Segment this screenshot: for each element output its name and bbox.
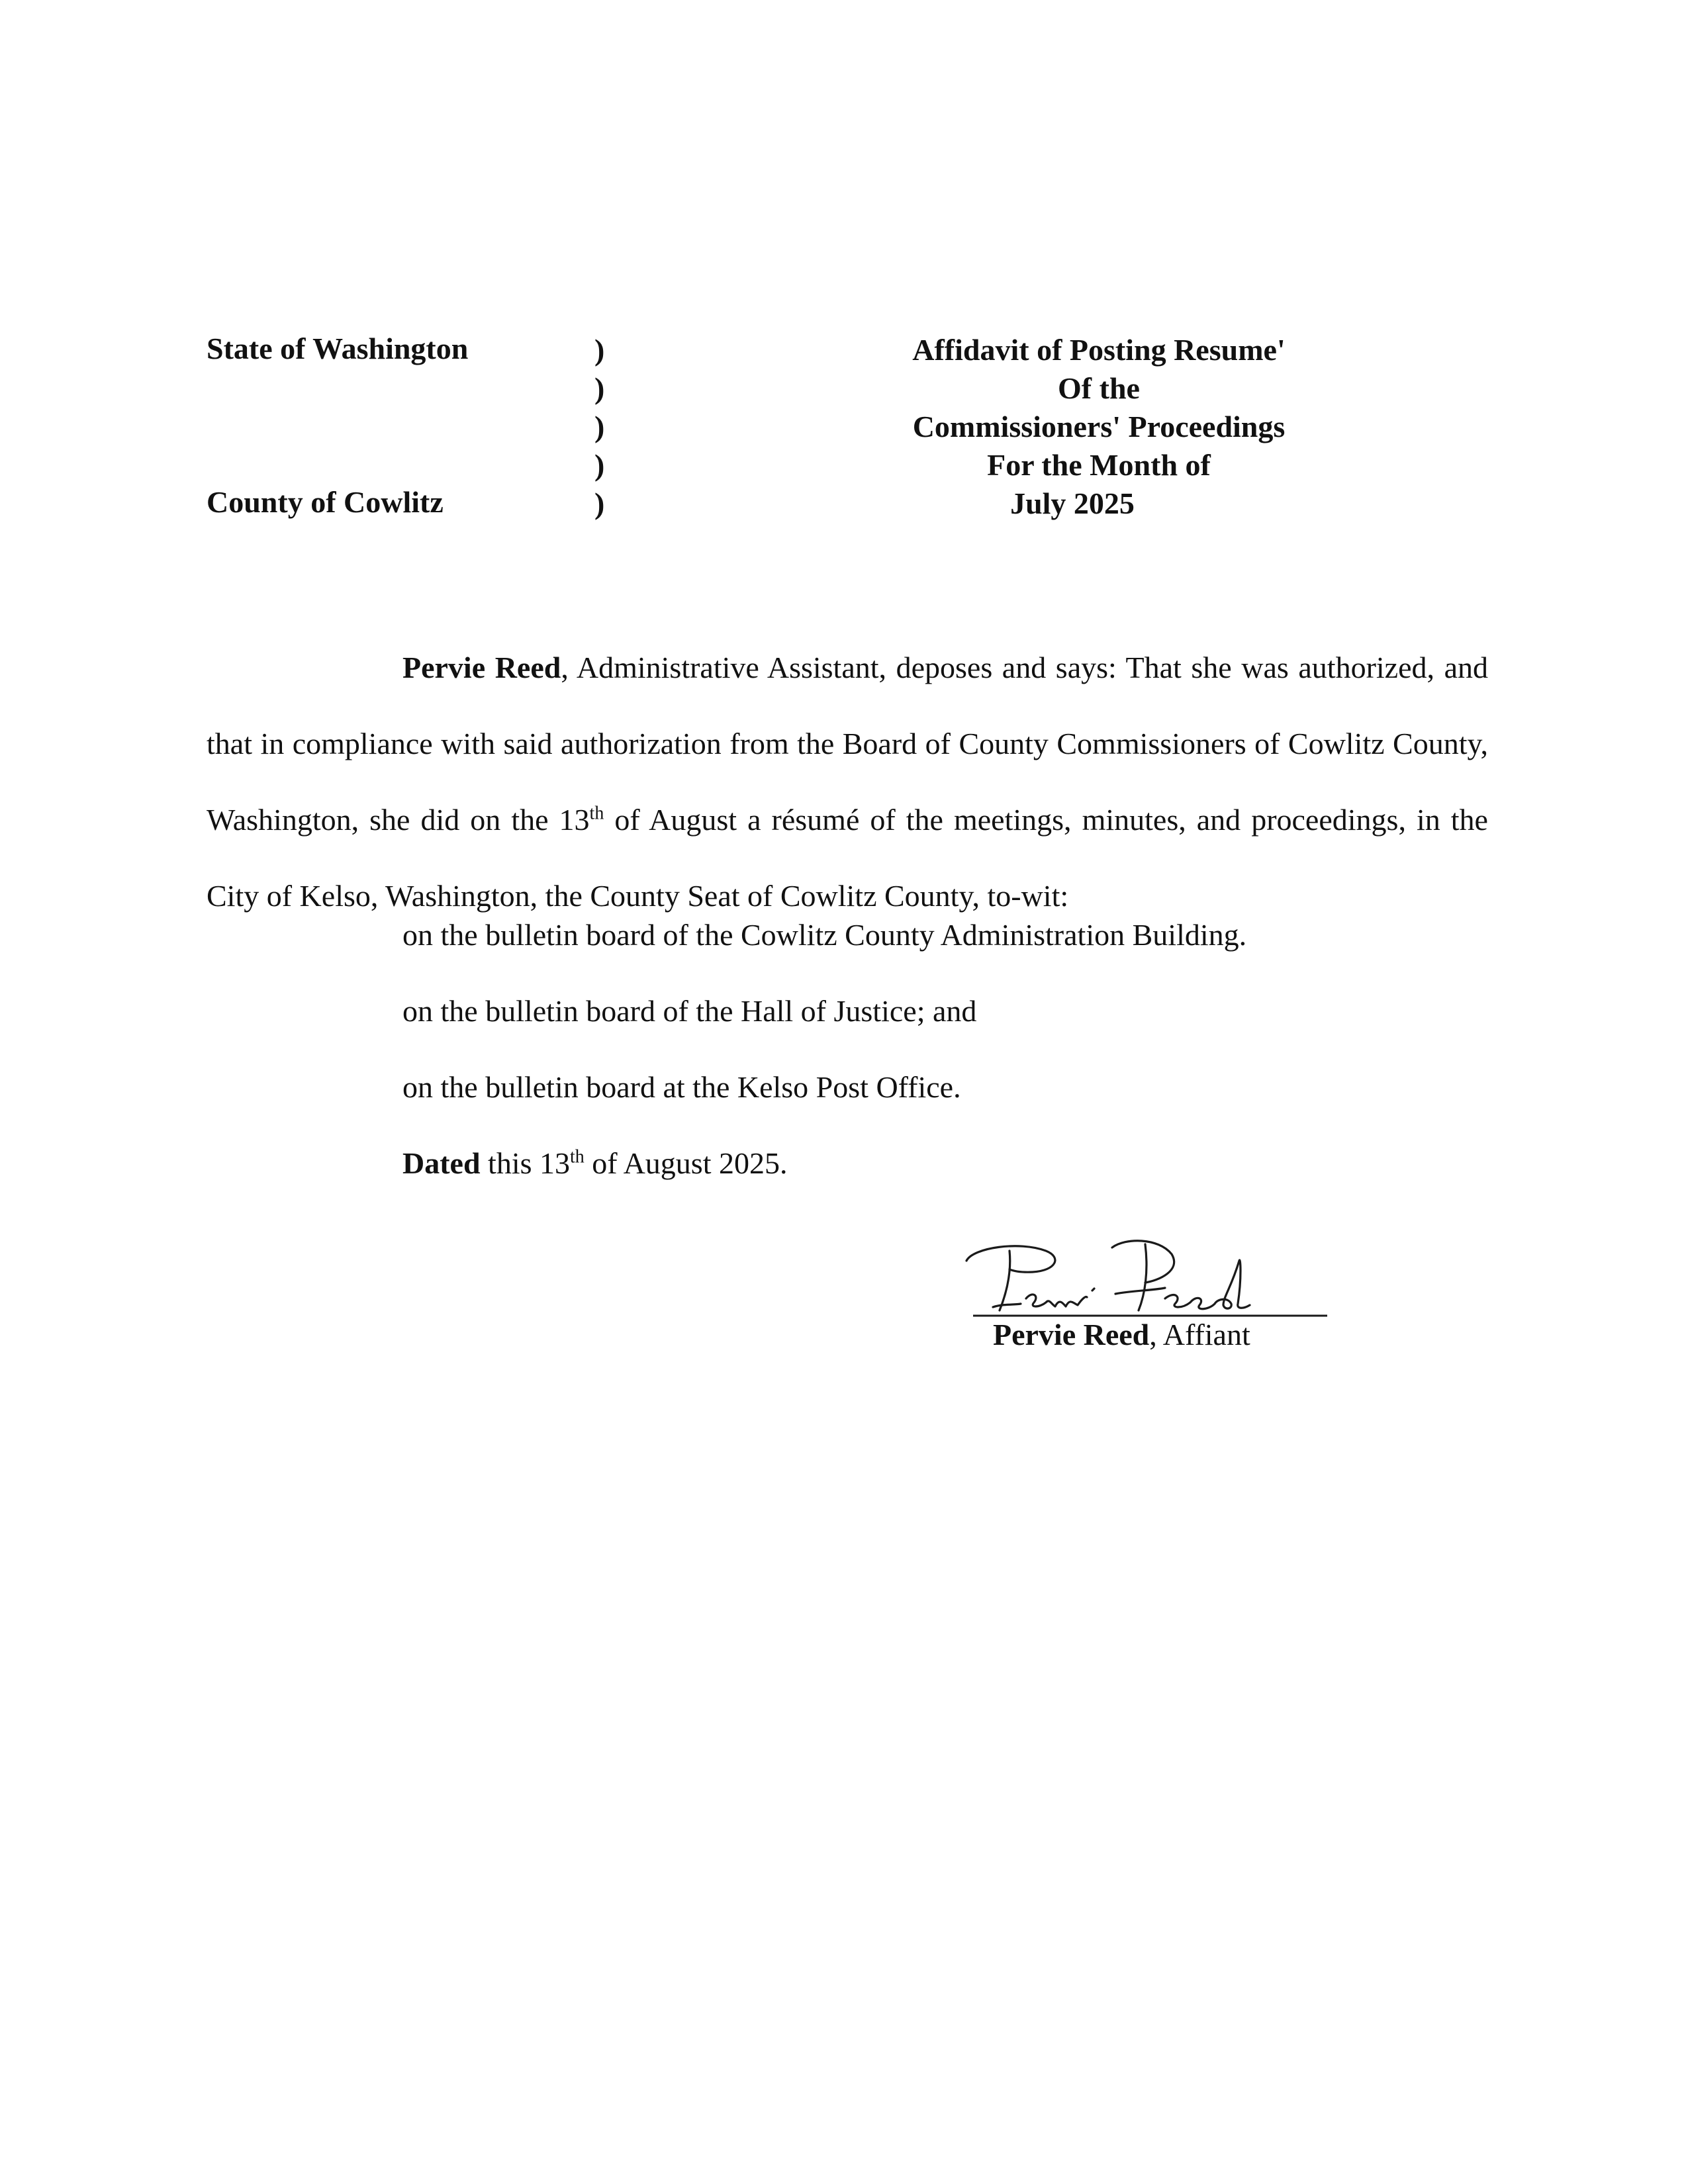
posting-item: on the bulletin board of the Hall of Justice; and — [402, 994, 977, 1028]
caption-jurisdiction — [207, 331, 577, 529]
handwritten-signature — [947, 1224, 1410, 1324]
signature-caption — [993, 1317, 1250, 1352]
paren: ) — [594, 371, 605, 405]
county-label: County of Cowlitz — [207, 485, 444, 519]
state-label: State of Washington — [207, 332, 469, 365]
dated-text-1: this 13 — [480, 1146, 571, 1180]
title-line-1: Affidavit of Posting Resume' — [912, 333, 1286, 367]
affidavit-body — [207, 629, 1488, 934]
dated-line — [402, 1125, 1462, 1201]
title-line-4: For the Month of — [987, 448, 1211, 482]
posting-item: on the bulletin board at the Kelso Post Office. — [402, 1070, 961, 1104]
body-text-1: , Administrative Assistant, deposes and says: That she was authorized, and that in compliance with said authorization from the Board of County Commissioners of Cowlitz County, Washington, she did on the 13 — [207, 651, 1488, 837]
document-title — [827, 331, 1370, 523]
signer-name: Pervie Reed — [993, 1318, 1150, 1351]
paren: ) — [594, 410, 605, 443]
posting-list — [402, 897, 1462, 1201]
paren: ) — [594, 448, 605, 482]
dated-label: Dated — [402, 1146, 481, 1180]
signer-role: , Affiant — [1149, 1318, 1250, 1351]
caption-parentheses — [594, 331, 621, 523]
title-line-3: Commissioners' Proceedings — [912, 410, 1286, 443]
body-text-2: of August a résumé of the meetings, minutes, and proceedings, in the City of Kelso, Washington, the County Seat of Cowlitz County, to-wit: — [207, 803, 1488, 913]
affiant-name: Pervie Reed — [402, 651, 561, 684]
dated-text-2: of August 2025. — [584, 1146, 788, 1180]
paren: ) — [594, 333, 605, 367]
paren: ) — [594, 486, 605, 520]
dated-ordinal-suffix: th — [570, 1146, 585, 1167]
posting-item: on the bulletin board of the Cowlitz County Administration Building. — [402, 918, 1247, 952]
signature-block — [947, 1224, 1410, 1370]
title-line-2: Of the — [1058, 371, 1140, 405]
ordinal-suffix: th — [589, 803, 604, 824]
title-line-5: July 2025 — [1010, 486, 1135, 520]
